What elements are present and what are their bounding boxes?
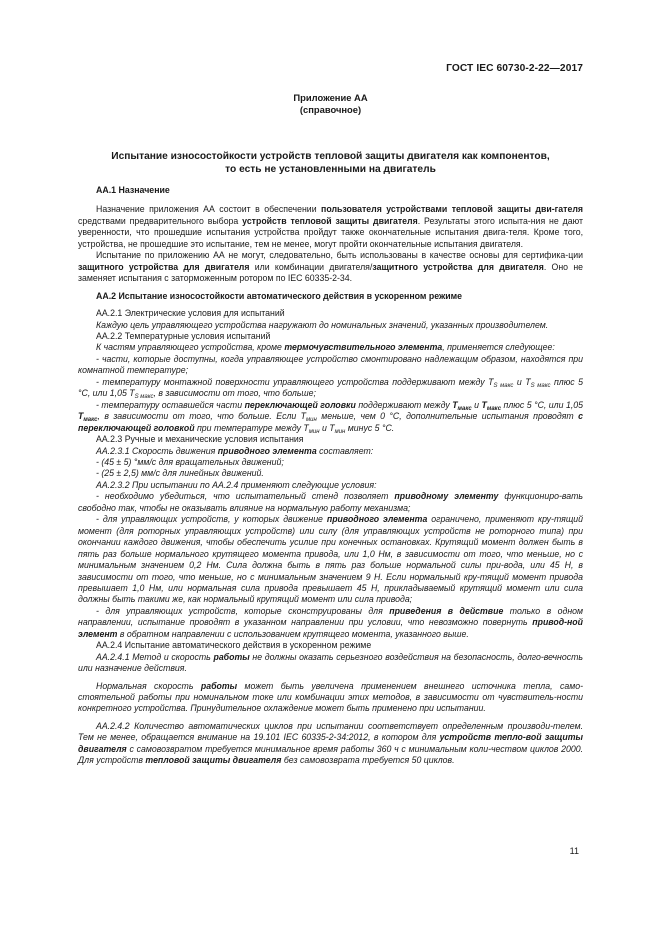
- aa2-2-heading: АА.2.2 Температурные условия испытаний: [96, 330, 271, 341]
- aa2-4-heading: АА.2.4 Испытание автоматического действия в ускоренном режиме: [96, 640, 372, 651]
- aa2-3-2-heading: АА.2.3.2 При испытании по АА.2.4 применяют следующие условия:: [96, 479, 377, 490]
- page-number: 11: [569, 846, 579, 856]
- aa2-1-heading: АА.2.1 Электрические условия для испытаний: [96, 308, 285, 319]
- aa1-paragraph-2: Испытание по приложению АА не могут, следовательно, быть использованы в качестве основы для сертифика-ции защитного устройства для двигателя или комбинации двигателя/защитного устройства для двигателя. Оно не заменяет испытания с заторможенным ротором по IEC 60335-2-34.: [78, 250, 584, 284]
- aa2-3-1-heading: АА.2.3.1 Скорость движения приводного элемента составляет:: [96, 445, 374, 456]
- aa2-2-intro: К частям управляющего устройства, кроме термочувствительного элемента, применяется следующее:: [96, 342, 555, 353]
- aa2-3-2-item-b: - для управляющих устройств, у которых движение приводного элемента ограничено, применяют кру-тящий момент (для роторных управляющих устройств) или силу (для управляющих устройств не роторного типа) при окончании каждого движения, чтобы обеспечить усилие при конечных остановках. Крутящий момент должен быть в пять раз больше нормального крутящего момента привода, или 1,0 Нм, в зависимости от того, что меньше, но с минимальным значением 0,2 Нм. Сила должна быть в пять раз больше нормальной силы при-вода, или 45 Н, в зависимости от того, что меньше, но с минимальным значением 9 Н. Если нормальный кру-тящий момент привода превышает 1,0 Нм, или нормальная сила привода превышает 45 Н, прикладываемый крутящий момент или сила должны быть такими же, как нормальный крутящий момент или сила привода;: [78, 514, 583, 605]
- section-aa2-heading: АА.2 Испытание износостойкости автоматического действия в ускоренном режиме: [96, 290, 463, 301]
- aa2-3-1-item-a: - (45 ± 5) °мм/с для вращательных движений;: [96, 456, 284, 467]
- annex-main-title: [0, 150, 661, 176]
- aa2-1-text: Каждую цель управляющего устройства нагружают до номинальных значений, указанных производителем.: [96, 319, 549, 330]
- aa2-4-2-text: АА.2.4.2 Количество автоматических циклов при испытании соответствует определенным производи-телем. Тем не менее, обращается внимание на 19.101 IEC 60335-2-34:2012, в котором для устройств тепло-вой защиты двигателя с самовозвратом требуется минимальное время работы 360 ч с минимальным коли-чеством циклов 2000. Для устройств тепловой защиты двигателя без самовозврата требуется 50 циклов.: [78, 720, 583, 766]
- section-aa1-heading: АА.1 Назначение: [96, 185, 170, 195]
- standard-header: ГОСТ IEC 60730-2-22—2017: [446, 63, 583, 74]
- title-line-2: то есть не установленными на двигатель: [225, 164, 436, 175]
- aa2-4-1-text-b: Нормальная скорость работы может быть увеличена применением внешнего источника тепла, само-стоятельной работы при номинальном токе или комбинации этих методов, в зависимости от чувствитель-ности конкретного устройства. Принудительное охлаждение может быть применено при испытании.: [78, 680, 583, 714]
- aa2-2-item-a: - части, которые доступны, когда управляющее устройство смонтировано надлежащим образом, находятся при комнатной температуре;: [78, 353, 583, 376]
- document-body: [78, 185, 583, 767]
- aa2-3-2-item-c: - для управляющих устройств, которые сконструированы для приведения в действие только в одном направлении, испытание проводят в указанном направлении при условии, что невозможно повернуть привод-ной элемент в обратном направлении с использованием крутящего момента, указанного выше.: [78, 605, 583, 639]
- aa2-3-2-item-a: - необходимо убедиться, что испытательный стенд позволяет приводному элементу функциониро-вать свободно так, чтобы не оказывать влияние на нормальную работу механизма;: [78, 491, 583, 513]
- aa2-3-1-item-b: - (25 ± 2,5) мм/с для линейных движений.: [96, 468, 264, 479]
- annex-title: Приложение АА: [293, 92, 368, 103]
- aa2-3-heading: АА.2.3 Ручные и механические условия испытания: [96, 434, 304, 445]
- title-line-1: Испытание износостойкости устройств тепловой защиты двигателя как компонентов,: [111, 151, 550, 162]
- aa2-2-item-b: - температуру монтажной поверхности управляющего устройства поддерживают между $T_{S макс}$ и $T_{S макс}$ плюс 5 °C, или 1,05 $T_{S макс}$, в зависимости от того, что больше;: [78, 376, 584, 401]
- annex-type: (справочное): [299, 104, 362, 115]
- aa2-2-item-c: - температуру оставшейся части переключающей головки поддерживают между $T_{макс}$ и $T_{макс}$ плюс 5 °C, или 1,05 $T_{макс}$, в зависимости от того, что больше. Если $T_{мин}$ меньше, чем 0 °C, дополнительные испытания проводят с переключающей головкой при температуре между $T_{мин}$ и $T_{мин}$ минус 5 °C.: [78, 399, 583, 435]
- aa2-4-1-text: АА.2.4.1 Метод и скорость работы не должны оказать серьезного воздействия на безопасность, долго-вечность или назначение действия.: [78, 651, 583, 674]
- annex-heading: [0, 92, 661, 116]
- aa1-paragraph-1: Назначение приложения АА состоит в обеспечении пользователя устройствами тепловой защиты дви-гателя средствами предварительного выбора устройств тепловой защиты двигателя. Результаты этого испыта-ния не дают уверенности, что прошедшие испытания устройства пройдут также окончательные испытания двига-теля. Кроме того, устройства, не прошедшие это испытание, тем не менее, могут пройти окончательные испытания двигателя.: [78, 204, 583, 249]
